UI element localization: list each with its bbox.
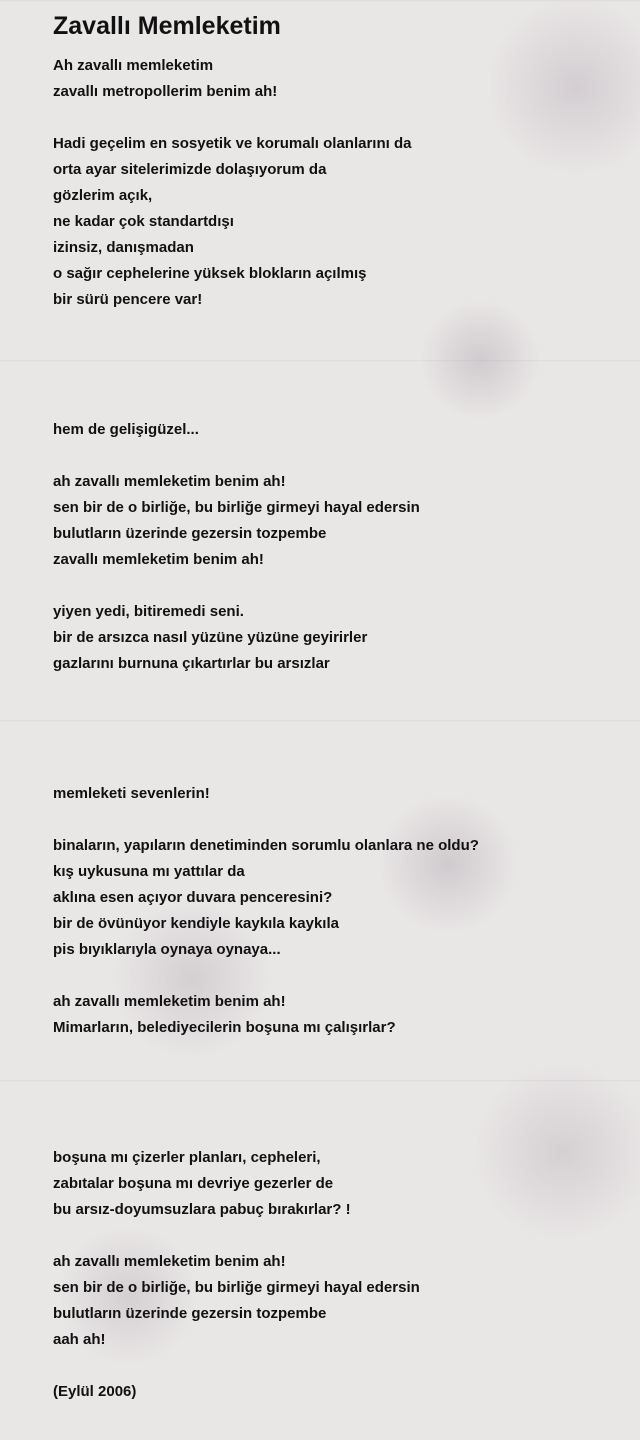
poem-line: zavallı metropollerim benim ah! bbox=[53, 83, 278, 100]
blank-line bbox=[53, 807, 613, 833]
blank-line bbox=[53, 1223, 613, 1249]
poem-line: bulutların üzerinde gezersin tozpembe bbox=[53, 1305, 327, 1322]
blank-line bbox=[53, 729, 613, 755]
blank-line bbox=[53, 105, 613, 131]
blank-line bbox=[53, 1041, 613, 1067]
poem-line: zabıtalar boşuna mı devriye gezerler de bbox=[53, 1175, 334, 1192]
blank-line bbox=[53, 963, 613, 989]
poem-container bbox=[53, 8, 613, 1405]
poem-line: aah ah! bbox=[53, 1331, 106, 1348]
blank-line bbox=[53, 339, 613, 365]
poem-line: ne kadar çok standartdışı bbox=[53, 213, 234, 230]
poem-line: memleketi sevenlerin! bbox=[53, 785, 210, 802]
poem-line: sen bir de o birliğe, bu birliğe girmeyi hayal edersin bbox=[53, 499, 420, 516]
poem-line: Ah zavallı memleketim bbox=[53, 57, 214, 74]
poem-line: sen bir de o birliğe, bu birliğe girmeyi hayal edersin bbox=[53, 1279, 420, 1296]
poem-line: o sağır cephelerine yüksek blokların açılmış bbox=[53, 265, 367, 282]
poem-line: bir sürü pencere var! bbox=[53, 291, 203, 308]
poem-line: Mimarların, belediyecilerin boşuna mı çalışırlar? bbox=[53, 1019, 396, 1036]
blank-line bbox=[53, 1067, 613, 1093]
poem-line: bir de arsızca nasıl yüzüne yüzüne geyirirler bbox=[53, 629, 368, 646]
poem-line: pis bıyıklarıyla oynaya oynaya... bbox=[53, 941, 281, 958]
poem-line: ah zavallı memleketim benim ah! bbox=[53, 993, 286, 1010]
blank-line bbox=[53, 1093, 613, 1119]
blank-line bbox=[53, 365, 613, 391]
blank-line bbox=[53, 573, 613, 599]
poem-line: binaların, yapıların denetiminden sorumlu olanlara ne oldu? bbox=[53, 837, 479, 854]
poem-line: izinsiz, danışmadan bbox=[53, 239, 194, 256]
poem-line: bu arsız-doyumsuzlara pabuç bırakırlar? ! bbox=[53, 1201, 351, 1218]
poem-line: bir de övünüyor kendiyle kaykıla kaykıla bbox=[53, 915, 339, 932]
poem-line: kış uykusuna mı yattılar da bbox=[53, 863, 245, 880]
poem-line: Hadi geçelim en sosyetik ve korumalı olanlarını da bbox=[53, 135, 412, 152]
poem-body bbox=[53, 53, 613, 1405]
blank-line bbox=[53, 443, 613, 469]
poem-line: yiyen yedi, bitiremedi seni. bbox=[53, 603, 244, 620]
blank-line bbox=[53, 703, 613, 729]
poem-line: zavallı memleketim benim ah! bbox=[53, 551, 264, 568]
poem-line: ah zavallı memleketim benim ah! bbox=[53, 473, 286, 490]
blank-line bbox=[53, 313, 613, 339]
poem-line: boşuna mı çizerler planları, cepheleri, bbox=[53, 1149, 321, 1166]
poem-line: hem de gelişigüzel... bbox=[53, 421, 199, 438]
blank-line bbox=[53, 1353, 613, 1379]
blank-line bbox=[53, 755, 613, 781]
poem-line: bulutların üzerinde gezersin tozpembe bbox=[53, 525, 327, 542]
poem-line: orta ayar sitelerimizde dolaşıyorum da bbox=[53, 161, 327, 178]
blank-line bbox=[53, 1119, 613, 1145]
poem-line: ah zavallı memleketim benim ah! bbox=[53, 1253, 286, 1270]
poem-line: (Eylül 2006) bbox=[53, 1383, 137, 1400]
poem-title: Zavallı Memleketim bbox=[53, 12, 281, 40]
poem-line: gözlerim açık, bbox=[53, 187, 153, 204]
poem-line: gazlarını burnuna çıkartırlar bu arsızlar bbox=[53, 655, 330, 672]
blank-line bbox=[53, 677, 613, 703]
poem-line: aklına esen açıyor duvara penceresini? bbox=[53, 889, 333, 906]
blank-line bbox=[53, 391, 613, 417]
